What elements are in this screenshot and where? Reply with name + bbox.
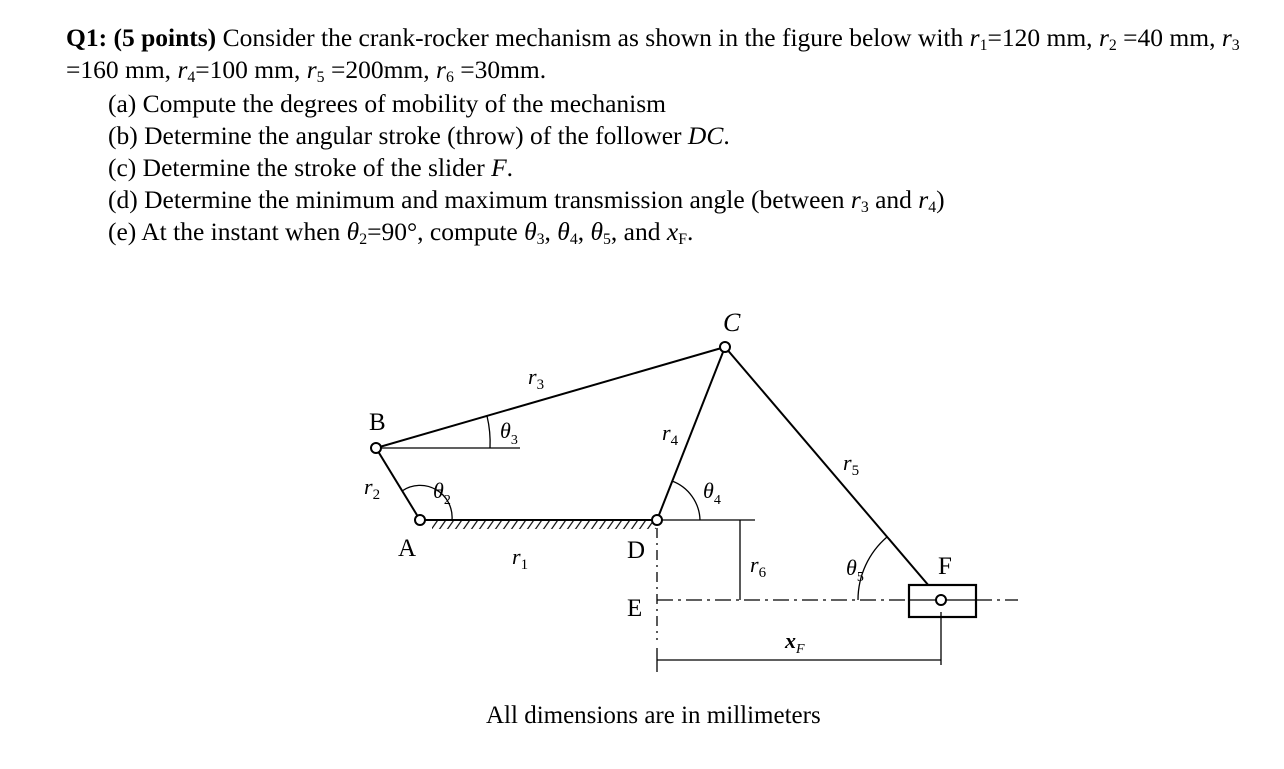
val-r5: =200mm,: [324, 55, 436, 84]
val-r1: =120 mm,: [987, 23, 1099, 52]
val-r3: =160 mm,: [66, 55, 178, 84]
part-e-sep2: ,: [577, 217, 591, 246]
label-a: A: [398, 535, 417, 562]
figure-caption: All dimensions are in millimeters: [486, 702, 821, 729]
joint-c: [720, 342, 730, 352]
part-a-text: (a) Compute the degrees of mobility of the mechanism: [108, 89, 667, 118]
part-d-r4-sub: 4: [928, 198, 937, 216]
label-theta3: $\theta_3$: [500, 418, 518, 448]
val-r2: =40 mm,: [1116, 23, 1222, 52]
label-theta5: $\theta_5$: [846, 555, 864, 585]
part-d-r3-sub: 3: [860, 198, 869, 216]
val-r6: =30mm.: [453, 55, 547, 84]
sub-r4: 4: [187, 68, 196, 86]
part-e-theta2-sub: 2: [359, 230, 368, 248]
sub-r6: 6: [445, 68, 454, 86]
label-theta2: $\theta_2$: [433, 478, 451, 508]
part-e-theta3-sub: 3: [536, 230, 545, 248]
part-e-xf-sub: F: [678, 230, 687, 248]
sub-r1: 1: [979, 36, 988, 54]
theta4-arc: [672, 481, 700, 520]
var-r6: r: [436, 55, 446, 84]
question-label: Q1: (5 points): [66, 23, 217, 52]
theta3-arc: [487, 416, 490, 448]
part-c-end: .: [506, 153, 514, 182]
question-intro: Consider the crank-rocker mechanism as shown in the figure below with: [216, 23, 970, 52]
part-e-theta5-sub: 5: [603, 230, 611, 248]
var-r4: r: [177, 55, 188, 84]
var-r1: r: [969, 23, 980, 52]
part-e-end: .: [687, 217, 694, 246]
part-b-end: .: [723, 121, 730, 150]
joint-d: [652, 515, 662, 525]
sub-r2: 2: [1108, 36, 1117, 54]
joint-b: [371, 443, 381, 453]
part-b-text: (b) Determine the angular stroke (throw) of the follower: [108, 121, 688, 150]
part-e-cond: =90°, compute: [367, 217, 525, 246]
part-c-var: F: [491, 153, 507, 182]
part-d-text: (d) Determine the minimum and maximum transmission angle (between: [108, 185, 851, 214]
sub-r5: 5: [316, 68, 325, 86]
label-theta4: $\theta_4$: [703, 478, 721, 508]
label-b: B: [369, 409, 386, 436]
sub-r3: 3: [1231, 36, 1240, 54]
part-b-var: DC: [687, 121, 724, 150]
part-d-r4: r: [918, 185, 929, 214]
label-c: C: [723, 308, 741, 337]
part-d-and: and: [868, 185, 919, 214]
link-r2: [376, 448, 420, 520]
ground-hatching: [432, 521, 656, 529]
label-r3: $r_3$: [528, 364, 545, 393]
part-e-and: , and: [610, 217, 667, 246]
part-e-theta5: θ: [590, 217, 604, 246]
part-e-sep1: ,: [544, 217, 558, 246]
var-r2: r: [1098, 23, 1109, 52]
label-d: D: [627, 537, 646, 564]
part-e-xf: x: [666, 217, 679, 246]
part-e-text: (e) At the instant when: [108, 217, 347, 246]
joint-a: [415, 515, 425, 525]
var-r3: r: [1221, 23, 1232, 52]
part-e-theta2: θ: [346, 217, 360, 246]
part-d-r3: r: [850, 185, 861, 214]
part-c-text: (c) Determine the stroke of the slider: [108, 153, 492, 182]
joint-f: [936, 595, 946, 605]
part-d-end: ): [936, 185, 945, 214]
label-e: E: [627, 595, 643, 622]
label-r4: $r_4$: [662, 420, 679, 449]
part-e-theta3: θ: [524, 217, 537, 246]
label-r2: $r_2$: [364, 474, 381, 503]
var-r5: r: [306, 55, 317, 84]
val-r4: =100 mm,: [195, 55, 307, 84]
part-e-theta4: θ: [557, 217, 570, 246]
label-r1: $r_1$: [512, 544, 529, 573]
part-e-theta4-sub: 4: [569, 230, 578, 248]
label-f: F: [938, 553, 952, 580]
label-r6: $r_6$: [750, 552, 767, 581]
label-xf: $x_F$: [785, 628, 805, 657]
label-r5: $r_5$: [843, 450, 860, 479]
theta5-arc: [858, 537, 887, 600]
